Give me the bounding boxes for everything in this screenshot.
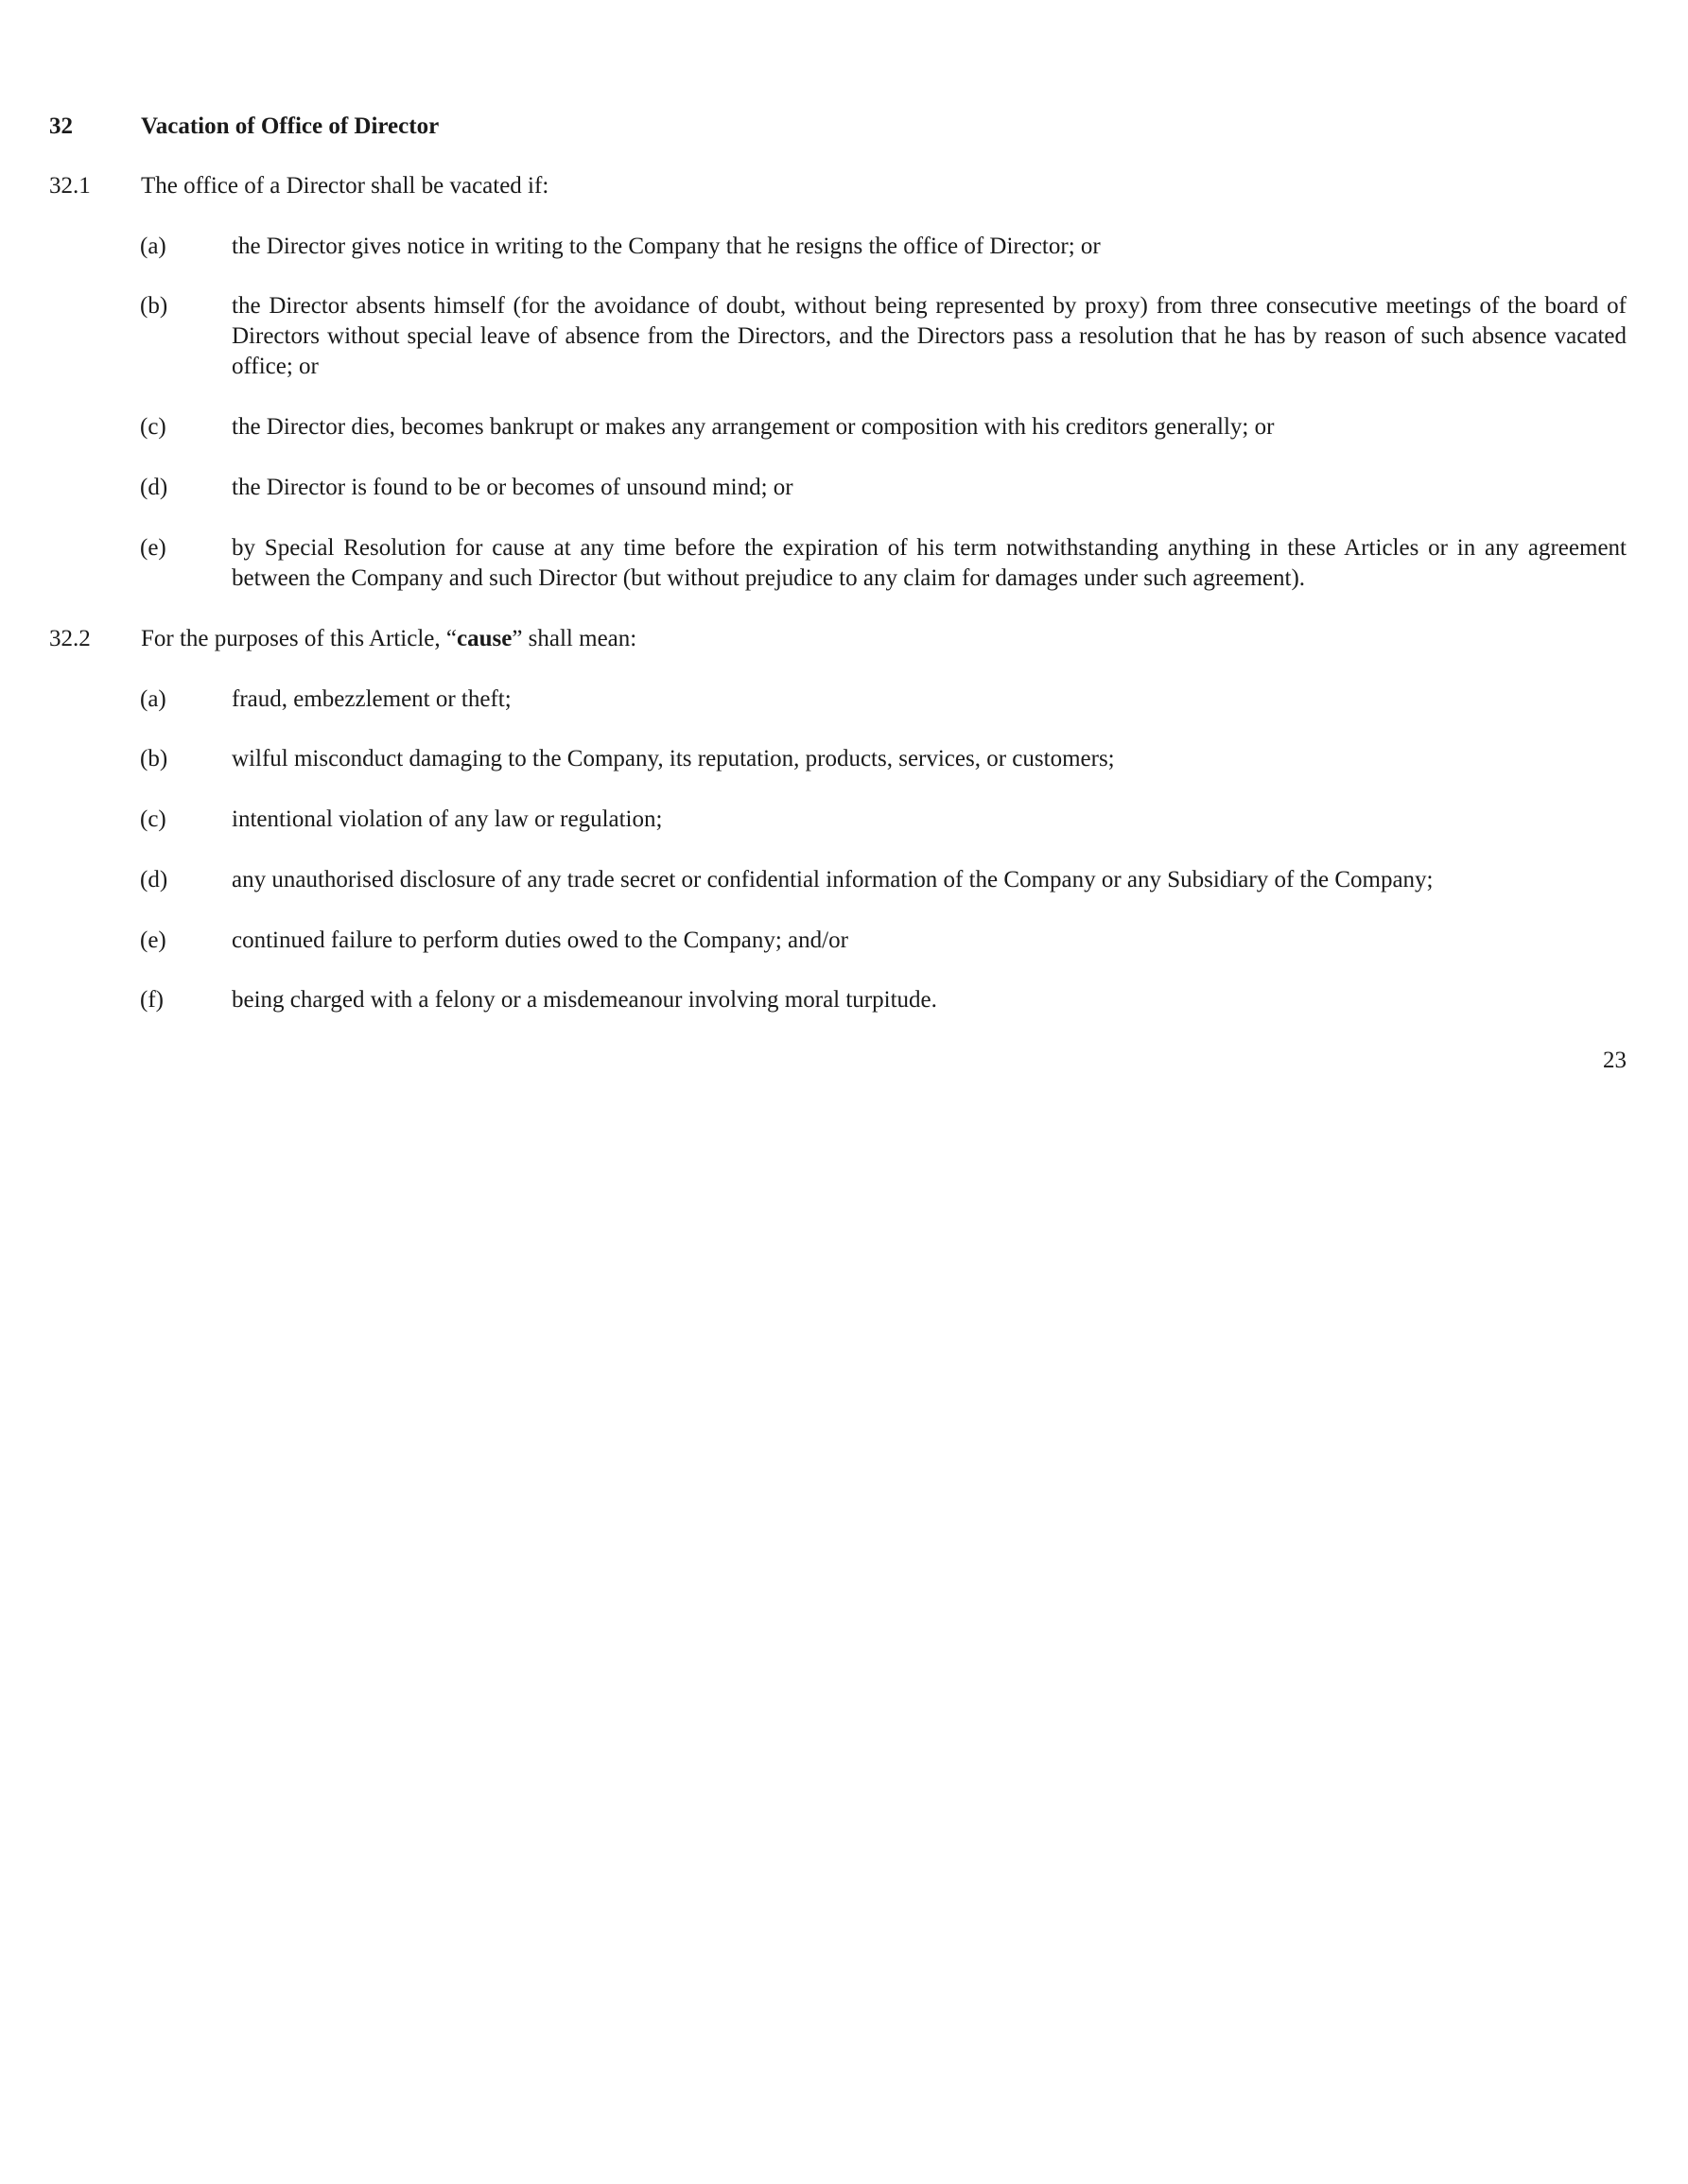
clause-text-before: For the purposes of this Article, “: [141, 626, 457, 651]
clause-text: [141, 624, 636, 654]
list-item-label: (d): [140, 867, 168, 893]
list-item-label: (b): [140, 293, 168, 319]
list-item-text: the Director absents himself (for the avoidance of doubt, without being represented by proxy) from three consecutive meetings of the board of Directors without special leave of absence from the Directors, and the Directors pass a resolution that he has by reason of such absence vacated office; or: [232, 293, 1627, 379]
list-item-text: intentional violation of any law or regulation;: [232, 806, 663, 832]
list-item-label: (b): [140, 746, 168, 771]
clause-text-after: ” shall mean:: [512, 626, 637, 651]
list-item-label: (a): [140, 686, 166, 712]
list-item-label: (c): [140, 414, 166, 440]
list-item-label: (a): [140, 234, 166, 259]
list-item-text: wilful misconduct damaging to the Company, its reputation, products, services, or customers;: [232, 746, 1115, 771]
clause-number: 32.1: [49, 173, 91, 199]
section-number: 32: [49, 113, 73, 139]
list-item-text: any unauthorised disclosure of any trade secret or confidential information of the Company or any Subsidiary of the Company;: [232, 867, 1434, 893]
list-item-text: the Director dies, becomes bankrupt or makes any arrangement or composition with his creditors generally; or: [232, 414, 1275, 440]
list-item-text: being charged with a felony or a misdemeanour involving moral turpitude.: [232, 987, 937, 1013]
defined-term: cause: [456, 626, 513, 651]
list-item-text: fraud, embezzlement or theft;: [232, 686, 512, 712]
list-item-label: (f): [140, 987, 164, 1013]
section-title: Vacation of Office of Director: [141, 113, 440, 139]
list-item-text: continued failure to perform duties owed to the Company; and/or: [232, 927, 848, 953]
list-item-text: by Special Resolution for cause at any time before the expiration of his term notwithstanding anything in these Articles or in any agreement between the Company and such Director (but without prejudice to any claim for damages under such agreement).: [232, 535, 1627, 591]
list-item-text: the Director gives notice in writing to the Company that he resigns the office of Director; or: [232, 234, 1101, 259]
list-item-label: (d): [140, 475, 168, 500]
clause-text: The office of a Director shall be vacated if:: [141, 173, 549, 199]
page-number: 23: [1603, 1048, 1627, 1073]
list-item-text: the Director is found to be or becomes of unsound mind; or: [232, 475, 793, 500]
list-item-label: (e): [140, 927, 166, 953]
list-item-label: (e): [140, 535, 166, 561]
list-item-label: (c): [140, 806, 166, 832]
clause-number: 32.2: [49, 626, 91, 651]
